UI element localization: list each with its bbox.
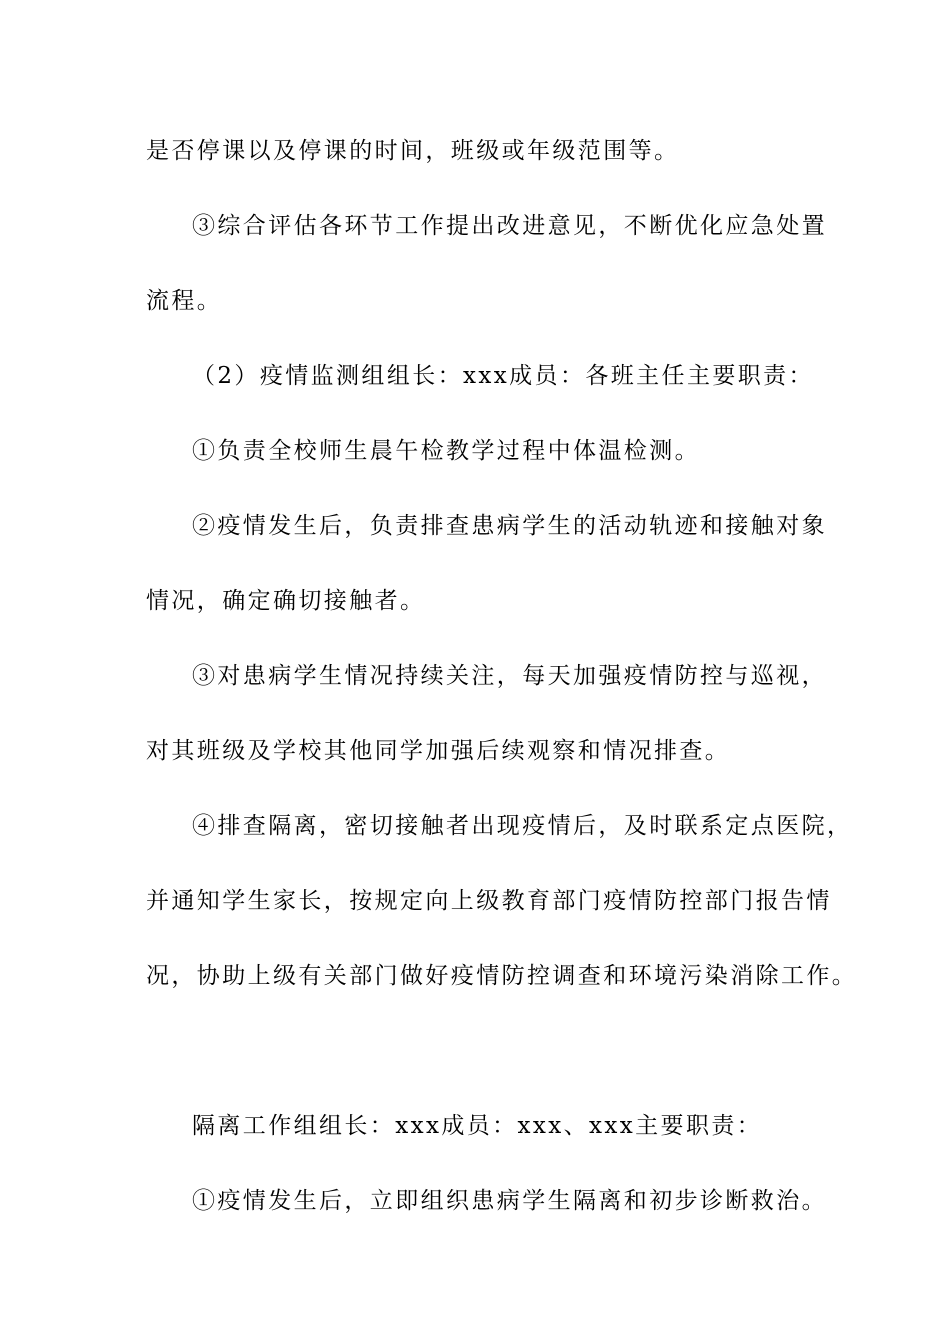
- text-line: 对其班级及学校其他同学加强后续观察和情况排查。: [146, 738, 731, 764]
- section-heading: （2）疫情监测组组长：xxx成员：各班主任主要职责：: [192, 363, 814, 389]
- text-line: ①负责全校师生晨午检教学过程中体温检测。: [192, 438, 700, 464]
- text-line: ③综合评估各环节工作提出改进意见，不断优化应急处置: [192, 213, 827, 239]
- text-line: 并通知学生家长，按规定向上级教育部门疫情防控部门报告情: [146, 888, 832, 914]
- text-line: ④排查隔离，密切接触者出现疫情后，及时联系定点医院，: [192, 813, 853, 839]
- text-line: 情况，确定确切接触者。: [146, 588, 426, 614]
- text-line: 况，协助上级有关部门做好疫情防控调查和环境污染消除工作。: [146, 963, 858, 989]
- text-line: 流程。: [146, 288, 223, 314]
- text-line: 是否停课以及停课的时间，班级或年级范围等。: [146, 138, 680, 164]
- section-heading: 隔离工作组组长：xxx成员：xxx、xxx主要职责：: [192, 1113, 763, 1139]
- text-line: ②疫情发生后，负责排查患病学生的活动轨迹和接触对象: [192, 513, 827, 539]
- text-line: ③对患病学生情况持续关注，每天加强疫情防控与巡视，: [192, 663, 827, 689]
- text-line: ①疫情发生后，立即组织患病学生隔离和初步诊断救治。: [192, 1188, 827, 1214]
